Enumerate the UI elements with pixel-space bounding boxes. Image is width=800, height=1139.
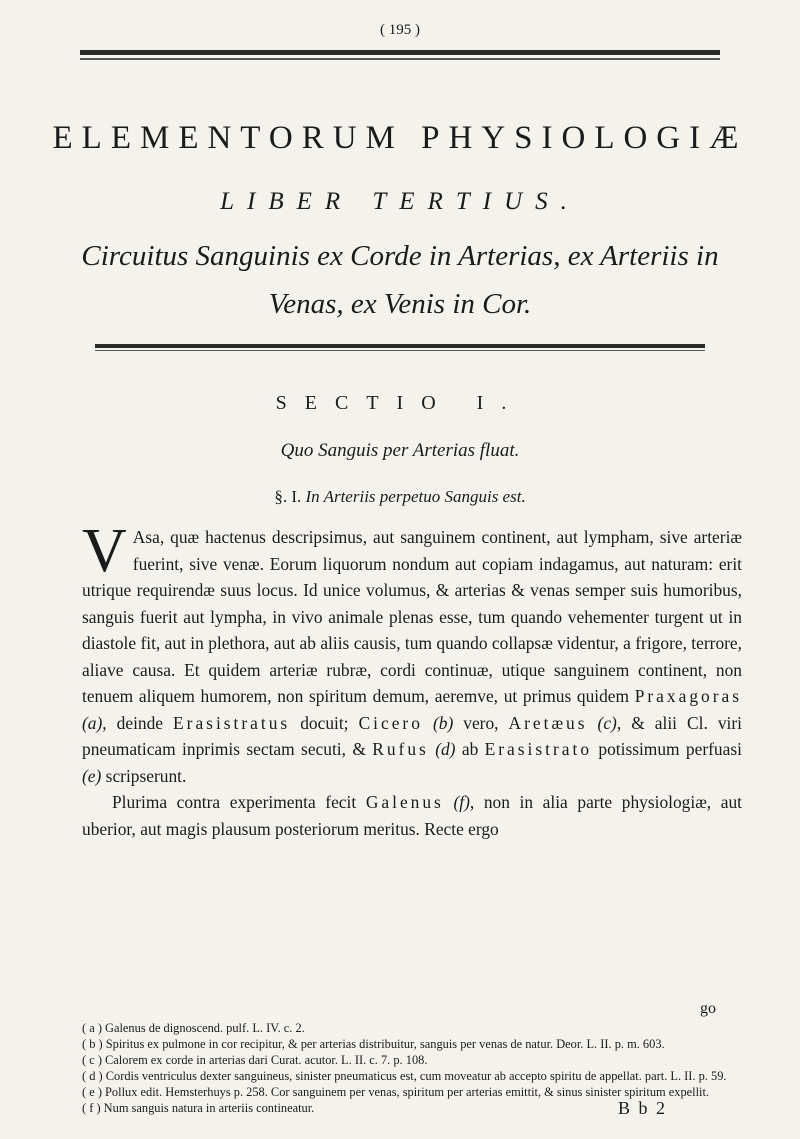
paragraph-heading xyxy=(0,487,800,507)
section-rule-thin xyxy=(95,350,705,351)
main-title: ELEMENTORUM PHYSIOLOGIÆ xyxy=(52,120,748,156)
signature-mark: B b 2 xyxy=(618,1098,668,1118)
footnote-ref: (c) xyxy=(597,712,617,733)
body-text xyxy=(82,517,742,842)
circuit-heading-line-2: Venas, ex Venis in Cor. xyxy=(268,288,532,320)
footnote: ( e ) Pollux edit. Hemsterhuys p. 258. Cor sanguinem per venas, spiritum per arterias emittit, & sinus sinister spiritum expellit. xyxy=(82,1085,710,1099)
page-number: ( 195 ) xyxy=(380,22,420,38)
author-name: Aretæus xyxy=(508,712,588,733)
body-paragraph-1 xyxy=(82,517,742,789)
footnote-ref: (f) xyxy=(453,792,470,812)
author-name: Cicero xyxy=(358,712,423,733)
author-name: Erasistrato xyxy=(484,739,593,759)
body-p2-text-cont: , non in alia parte physiologiæ, aut uberior, aut magis plausum posteriorum meritus. Recte ergo xyxy=(82,792,742,839)
body-paragraph-2 xyxy=(82,789,742,842)
author-name: Praxagoras xyxy=(634,686,742,706)
footnote: ( f ) Num sanguis natura in arteriis contineatur. xyxy=(82,1101,315,1115)
footnote-ref: (b) xyxy=(432,712,454,733)
paragraph-number: §. I. xyxy=(274,487,302,506)
body-p2-text: Plurima contra experimenta fecit xyxy=(112,792,357,812)
body-text-fragment: , & alii Cl. viri pneumaticam inprimis sectam secuti, & xyxy=(82,712,742,759)
footnote-ref: (a) xyxy=(82,712,103,733)
footnote: ( c ) Calorem ex corde in arterias dari Curat. acutor. L. II. c. 7. p. 108. xyxy=(82,1053,428,1067)
circuit-heading xyxy=(0,232,800,328)
body-text-fragment: , deinde xyxy=(102,712,164,733)
footnote: ( a ) Galenus de dignoscend. pulf. L. IV. c. 2. xyxy=(82,1021,305,1035)
section-rule xyxy=(95,344,705,348)
footnote-ref: (e) xyxy=(82,765,102,786)
header-rule xyxy=(80,50,720,55)
footnote: ( d ) Cordis ventriculus dexter sanguineus, sinister pneumaticus est, cum moveatur ab accepto spiritu de appellat. part. L. II. p. 59. xyxy=(82,1069,727,1083)
catchword: go xyxy=(700,1000,716,1017)
paragraph-title: In Arteriis perpetuo Sanguis est. xyxy=(305,487,526,506)
author-name: Rufus xyxy=(372,739,429,759)
body-text-fragment: ab xyxy=(461,739,479,759)
body-text-fragment: vero, xyxy=(463,712,499,733)
drop-cap: V xyxy=(82,517,127,585)
circuit-heading-line-1: Circuitus Sanguinis ex Corde in Arterias, ex Arteriis in xyxy=(81,240,719,272)
section-subheading: Quo Sanguis per Arterias fluat. xyxy=(280,440,520,461)
body-p1-text: Asa, quæ hactenus descripsimus, aut sanguinem continent, aut lympham, sive arteriæ fuerint, sive venæ. Eorum liquorum nondum aut copiam indagamus, aut naturam: erit utrique requirendæ suus locus. Id unice volumus, & arterias & venas semper suis humoribus, sanguis fuerit aut lympha, in vivo animale plenas esse, tum quando vehementer turgent ut in diastole fit, aut in plethora, aut ab aliis causis, tum quando collapsæ videntur, a frigore, terrore, aliave causa. Et quidem arteriæ rubræ, cordi continuæ, utique sanguinem continent, non tenuem aliquem humorem, non spiritum demum, aeremve, ut primus quidem xyxy=(82,527,742,706)
footnote-ref: (d) xyxy=(435,739,456,759)
body-text-fragment: docuit; xyxy=(300,712,349,733)
author-name: Galenus xyxy=(365,792,444,812)
body-text-fragment: potissimum perfuasi xyxy=(598,739,742,759)
section-heading: SECTIO I. xyxy=(275,392,525,414)
body-text-fragment: scripserunt. xyxy=(105,765,187,786)
header-rule-thin xyxy=(80,58,720,60)
author-name: Erasistratus xyxy=(173,712,291,733)
book-subtitle: LIBER TERTIUS. xyxy=(220,188,580,215)
footnote: ( b ) Spiritus ex pulmone in cor recipitur, & per arterias distribuitur, sanguis per venas de natur. Deor. L. II. p. m. 603. xyxy=(82,1037,665,1051)
